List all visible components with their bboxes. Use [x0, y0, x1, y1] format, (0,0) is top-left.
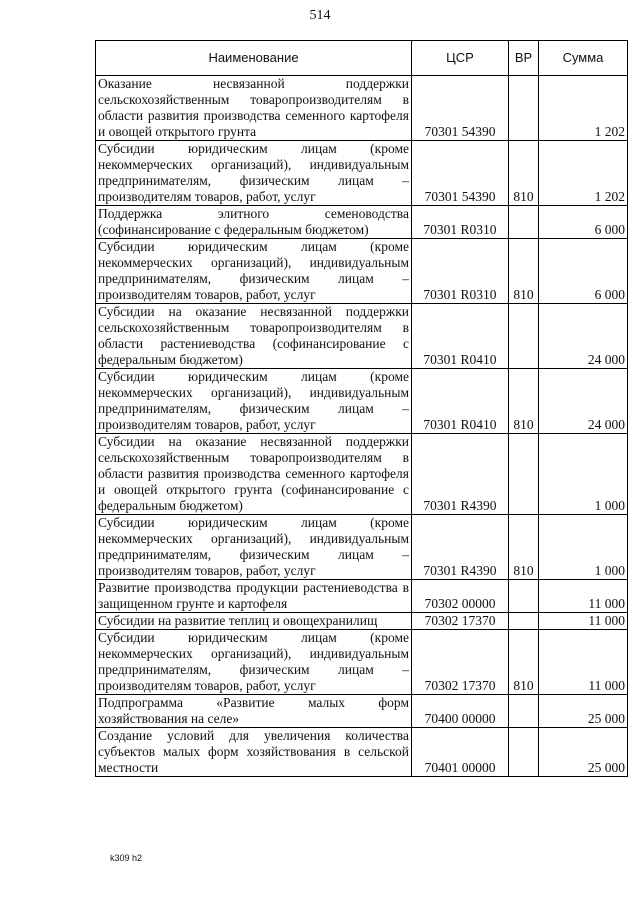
- row-vr: [509, 76, 539, 141]
- row-name: Субсидии юридическим лицам (кроме некоммерческих организаций), индивидуальным предпринимателям, физическим лицам – производителям товаров, работ, услуг: [96, 239, 412, 304]
- table-row: [96, 728, 628, 777]
- row-sum: 1 000: [539, 515, 628, 580]
- table-row: [96, 76, 628, 141]
- row-vr: [509, 580, 539, 613]
- row-sum: 1 202: [539, 76, 628, 141]
- row-sum: 11 000: [539, 580, 628, 613]
- row-sum: 6 000: [539, 239, 628, 304]
- row-vr: [509, 728, 539, 777]
- header-sum: Сумма: [539, 41, 628, 76]
- footer-mark: k309 h2: [110, 853, 143, 863]
- table-row: [96, 515, 628, 580]
- budget-table: [95, 40, 628, 777]
- header-name: Наименование: [96, 41, 412, 76]
- row-vr: [509, 695, 539, 728]
- table-row: [96, 434, 628, 515]
- row-csr: 70301 54390: [412, 141, 509, 206]
- row-name: Поддержка элитного семеноводства (софинансирование с федеральным бюджетом): [96, 206, 412, 239]
- row-name: Развитие производства продукции растениеводства в защищенном грунте и картофеля: [96, 580, 412, 613]
- row-csr: 70301 R0410: [412, 304, 509, 369]
- row-vr: 810: [509, 141, 539, 206]
- row-csr: 70301 R4390: [412, 515, 509, 580]
- row-vr: [509, 206, 539, 239]
- page-number: 514: [309, 8, 331, 23]
- row-name: Субсидии на развитие теплиц и овощехранилищ: [96, 613, 412, 630]
- table-row: [96, 613, 628, 630]
- row-sum: 25 000: [539, 728, 628, 777]
- table-header-row: [96, 41, 628, 76]
- row-csr: 70301 R4390: [412, 434, 509, 515]
- row-sum: 11 000: [539, 613, 628, 630]
- row-sum: 1 000: [539, 434, 628, 515]
- table-row: [96, 206, 628, 239]
- row-vr: 810: [509, 515, 539, 580]
- row-sum: 6 000: [539, 206, 628, 239]
- row-sum: 24 000: [539, 304, 628, 369]
- row-name: Субсидии юридическим лицам (кроме некоммерческих организаций), индивидуальным предпринимателям, физическим лицам – производителям товаров, работ, услуг: [96, 141, 412, 206]
- row-vr: [509, 434, 539, 515]
- row-name: Субсидии на оказание несвязанной поддержки сельскохозяйственным товаропроизводителям в области растениеводства (софинансирование с федеральным бюджетом): [96, 304, 412, 369]
- row-vr: [509, 613, 539, 630]
- header-vr: ВР: [509, 41, 539, 76]
- row-name: Субсидии юридическим лицам (кроме некоммерческих организаций), индивидуальным предпринимателям, физическим лицам – производителям товаров, работ, услуг: [96, 630, 412, 695]
- row-sum: 24 000: [539, 369, 628, 434]
- table-row: [96, 695, 628, 728]
- row-name: Подпрограмма «Развитие малых форм хозяйствования на селе»: [96, 695, 412, 728]
- table-row: [96, 141, 628, 206]
- row-sum: 25 000: [539, 695, 628, 728]
- row-name: Создание условий для увеличения количества субъектов малых форм хозяйствования в сельской местности: [96, 728, 412, 777]
- table-row: [96, 580, 628, 613]
- header-csr: ЦСР: [412, 41, 509, 76]
- row-name: Субсидии юридическим лицам (кроме некоммерческих организаций), индивидуальным предпринимателям, физическим лицам – производителям товаров, работ, услуг: [96, 515, 412, 580]
- row-csr: 70301 54390: [412, 76, 509, 141]
- row-vr: 810: [509, 630, 539, 695]
- row-csr: 70301 R0410: [412, 369, 509, 434]
- row-csr: 70301 R0310: [412, 206, 509, 239]
- table-row: [96, 369, 628, 434]
- row-sum: 1 202: [539, 141, 628, 206]
- row-csr: 70302 00000: [412, 580, 509, 613]
- table-row: [96, 304, 628, 369]
- row-csr: 70301 R0310: [412, 239, 509, 304]
- row-vr: 810: [509, 239, 539, 304]
- row-name: Субсидии на оказание несвязанной поддержки сельскохозяйственным товаропроизводителям в области развития производства семенного картофеля и овощей открытого грунта (софинансирование с федеральным бюджетом): [96, 434, 412, 515]
- row-csr: 70400 00000: [412, 695, 509, 728]
- row-name: Оказание несвязанной поддержки сельскохозяйственным товаропроизводителям в области развития производства семенного картофеля и овощей открытого грунта: [96, 76, 412, 141]
- table-row: [96, 239, 628, 304]
- row-csr: 70302 17370: [412, 613, 509, 630]
- row-name: Субсидии юридическим лицам (кроме некоммерческих организаций), индивидуальным предпринимателям, физическим лицам – производителям товаров, работ, услуг: [96, 369, 412, 434]
- row-vr: [509, 304, 539, 369]
- row-csr: 70401 00000: [412, 728, 509, 777]
- row-csr: 70302 17370: [412, 630, 509, 695]
- table-row: [96, 630, 628, 695]
- row-sum: 11 000: [539, 630, 628, 695]
- row-vr: 810: [509, 369, 539, 434]
